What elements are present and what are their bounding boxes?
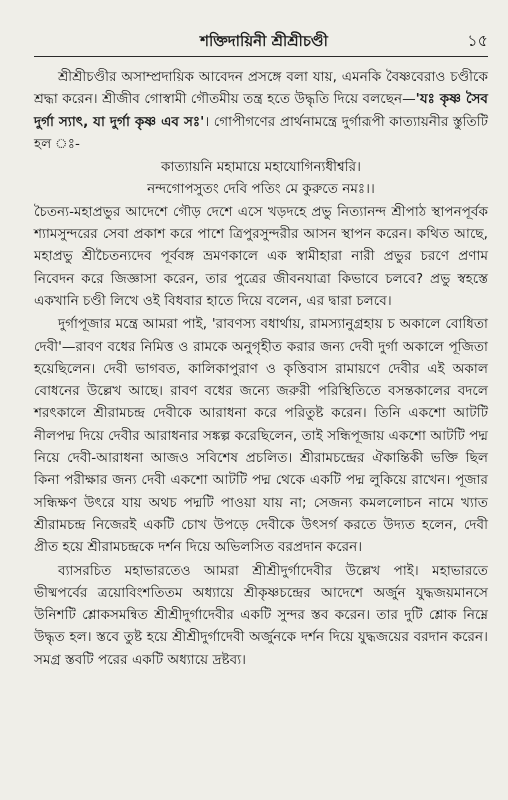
- paragraph-3: দুর্গাপূজার মন্ত্রে আমরা পাই, 'রাবণস্য বধার্থায়, রামস্যানুগ্রহায় চ অকালে বোধিতা দেবী'—রাবণ বধের নিমিত্ত ও রামকে অনুগৃহীত করার জন্য দেবী দুর্গা অকালে পূজিতা হয়েছিলেন। দেবী ভাগবত, কালিকাপুরাণ ও কৃত্তিবাস রামায়ণে দেবীর এই অকাল বোধনের উল্লেখ আছে। রাবণ বধের জন্যে জরুরী পরিস্থিতিতে বসন্তকালের বদলে শরৎকালে শ্রীরামচন্দ্র দেবীকে আরাধনা করে পরিতুষ্ট করেন। তিনি একশো আটটি নীলপদ্ম দিয়ে দেবীর আরাধনার সঙ্কল্প করেছিলেন, তাই সন্ধিপূজায় একশো আটটি পদ্ম নিয়ে দেবী-আরাধনা আজও সবিশেষ প্রচলিত। শ্রীরামচন্দ্রের ঐকান্তিকী ভক্তি ছিল কিনা পরীক্ষার জন্য দেবী একশো আটটি পদ্ম থেকে একটি পদ্ম লুকিয়ে রাখেন। পূজার সন্ধিক্ষণ উৎরে যায় অথচ পদ্মটি পাওয়া যায় না; সেজন্য কমললোচন নামে খ্যাত শ্রীরামচন্দ্র নিজেরই একটি চোখ উপড়ে দেবীকে উৎসর্গ করতে উদ্যত হলেন, দেবী প্রীত হয়ে শ্রীরামচন্দ্রকে দর্শন দিয়ে অভিলসিত বরপ্রদান করেন।: [34, 316, 488, 556]
- paragraph-2: চৈতন্য-মহাপ্রভুর আদেশে গৌড় দেশে এসে খড়দহে প্রভু নিত্যানন্দ শ্রীপাঠ স্থাপনপূর্বক শ্যামসুন্দরের সেবা প্রকাশ করে পাশে ত্রিপুরসুন্দরীর আসন স্থাপন করেন। কথিত আছে, মহাপ্রভু শ্রীচৈতন্যদেব পূর্ববঙ্গ ভ্রমণকালে এক স্বামীহারা নারী প্রভুর চরণে প্রণাম নিবেদন করে জিজ্ঞাসা করেন, তার পুত্রের জীবনযাত্রা কিভাবে চলবে? প্রভু স্বহস্তে একখানি চণ্ডী লিখে ওই বিধবার হাতে দিয়ে বলেন, এর দ্বারা চলবে।: [34, 203, 488, 309]
- paragraph-1-text: শ্রীশ্রীচণ্ডীর অসাম্প্রদায়িক আবেদন প্রসঙ্গে বলা যায়, এমনকি বৈষ্ণবেরাও চণ্ডীকে শ্রদ্ধা করেন। শ্রীজীব গোস্বামী গৌতমীয় তন্ত্র হতে উদ্ধৃতি দিয়ে বলছেন—: [34, 69, 488, 108]
- paragraph-1: [34, 66, 488, 155]
- page-number: ১৫: [467, 31, 488, 50]
- verse-line-2: নন্দগোপসুতং দেবি পতিং মে কুরুতে নমঃ।।: [147, 181, 375, 198]
- verse-line-1: কাত্যায়নি মহামায়ে মহাযোগিন্যধীশ্বরি।: [161, 159, 361, 176]
- running-title: শক্তিদায়িনী শ্রীশ্রীচণ্ডী: [200, 32, 328, 50]
- paragraph-4: ব্যাসরচিত মহাভারতেও আমরা শ্রীশ্রীদুর্গাদেবীর উল্লেখ পাই। মহাভারতে ভীষ্মপর্বের ত্রয়োবিংশতিতম অধ্যায়ে শ্রীকৃষ্ণচন্দ্রের আদেশে অর্জুন যুদ্ধজয়মানসে উনিশটি শ্লোকসমন্বিত শ্রীশ্রীদুর্গাদেবীর একটি সুন্দর স্তব করেন। তার দুটি শ্লোক নিম্নে উদ্ধৃত হল। স্তবে তুষ্ট হয়ে শ্রীশ্রীদুর্গাদেবী অর্জুনকে দর্শন দিয়ে যুদ্ধজয়ের বরদান করেন। সমগ্র স্তবটি পরের একটি অধ্যায়ে দ্রষ্টব্য।: [34, 562, 488, 668]
- header-rule: [34, 56, 488, 57]
- paragraph-1-tail: । গোপীগণের প্রার্থনামন্ত্রে দুর্গারূপী কাত্যায়নীর স্তুতিটি হল ঃ-: [34, 113, 489, 152]
- page-header: [40, 30, 488, 52]
- body-text: [34, 66, 488, 672]
- sanskrit-quote: 'যঃ কৃষ্ণ সৈব দুর্গা স্যাৎ, যা দুর্গা কৃষ্ণ এব সঃ': [34, 91, 488, 130]
